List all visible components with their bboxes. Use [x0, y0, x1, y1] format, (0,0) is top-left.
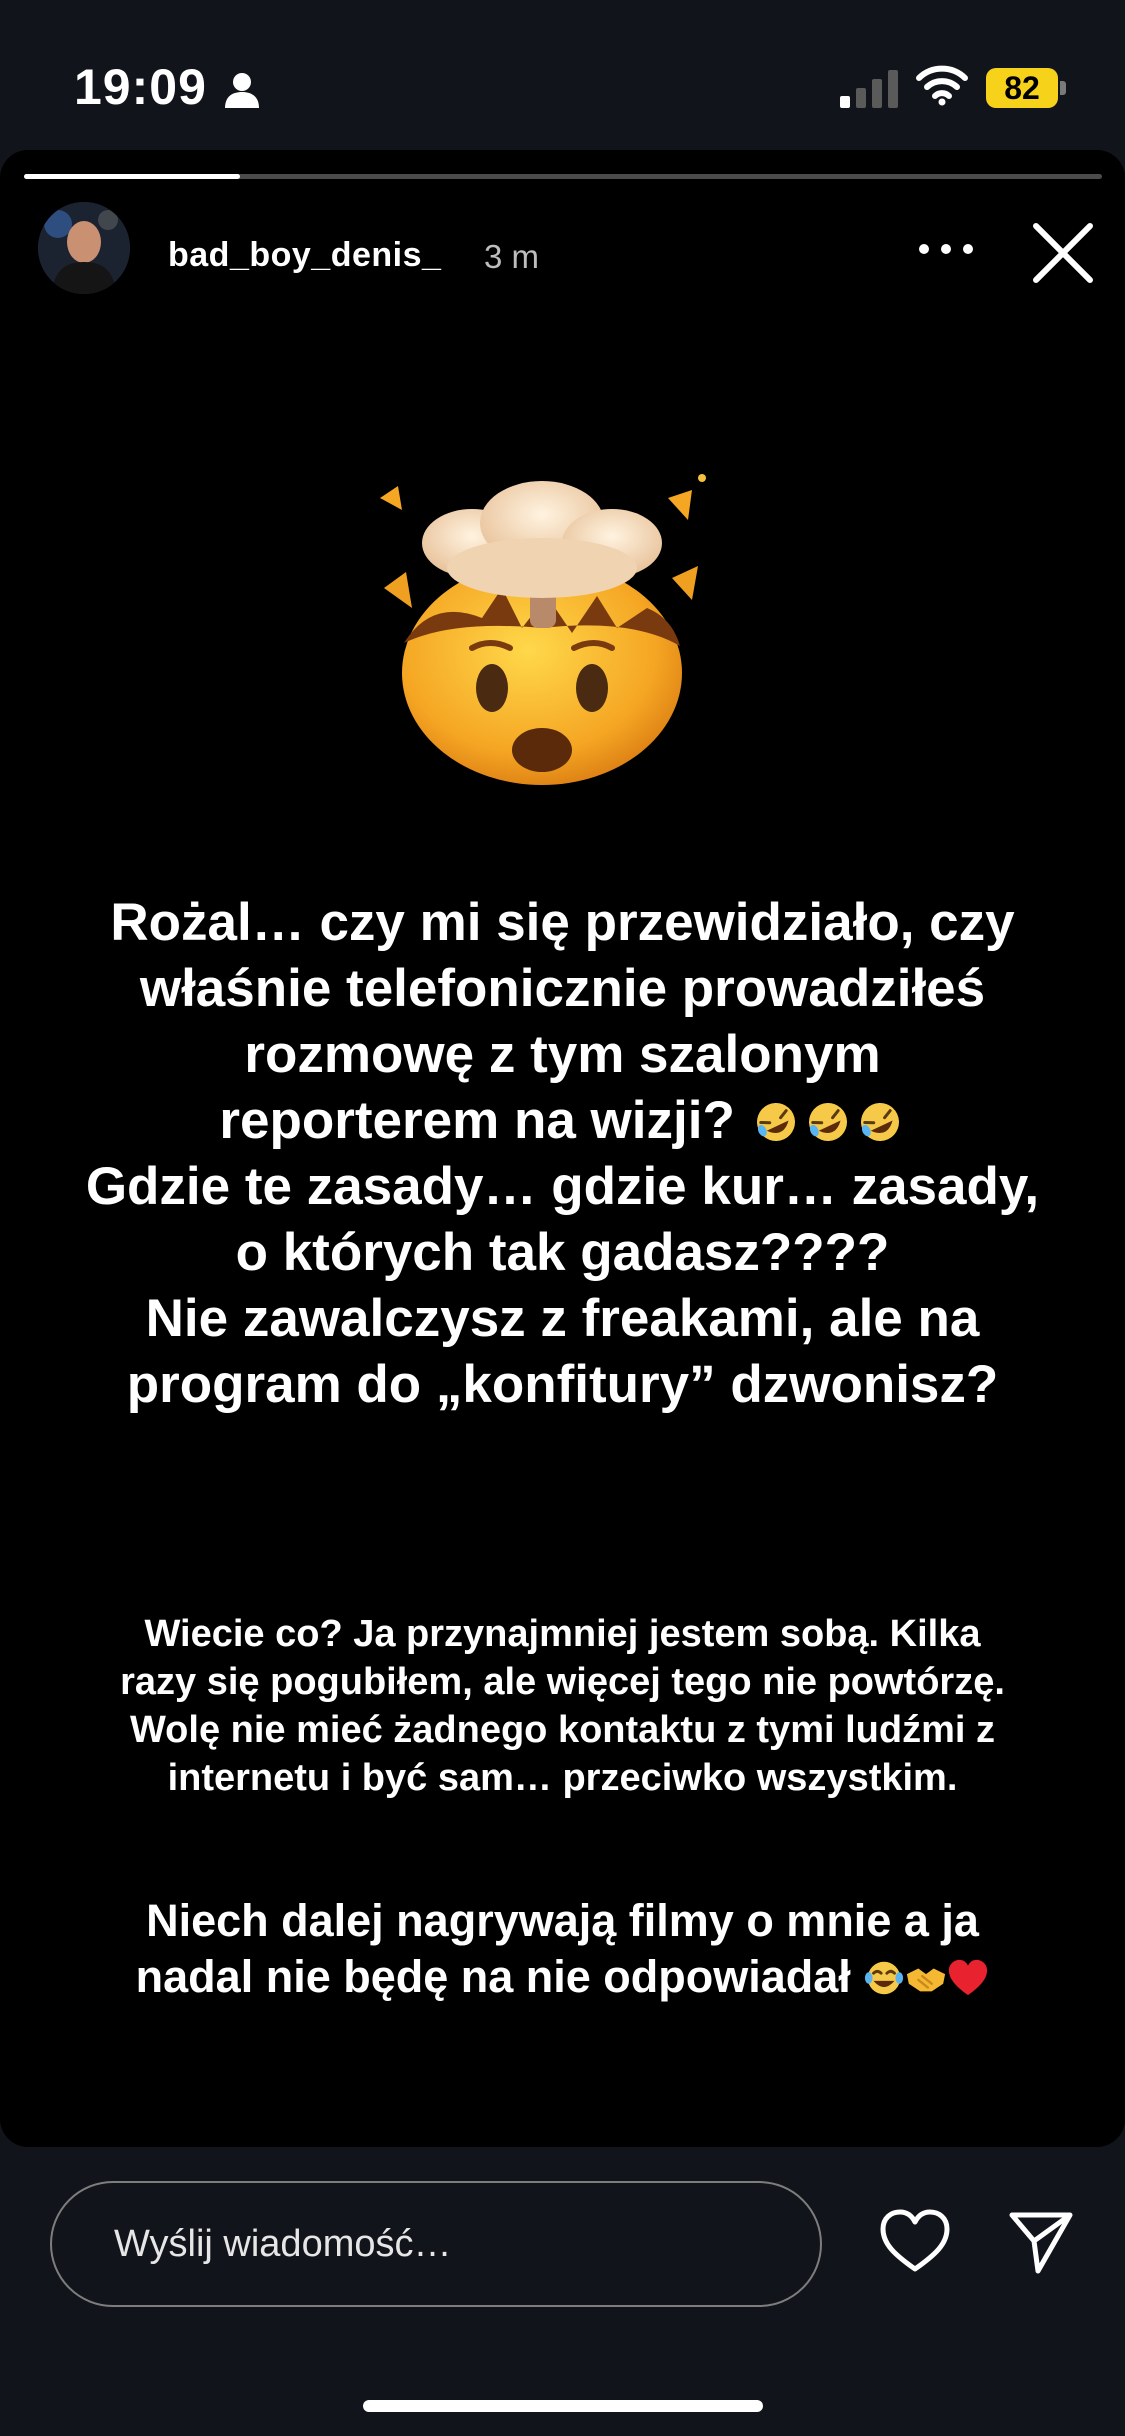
text-line-with-emojis: [40, 1949, 1085, 2005]
story-username[interactable]: bad_boy_denis_: [168, 236, 442, 274]
text-line: o których tak gadasz????: [235, 1223, 890, 1282]
text-line: rozmowę z tym szalonym: [244, 1025, 881, 1084]
status-time: 19:09: [74, 59, 207, 115]
text-line: Niech dalej nagrywają filmy o mnie a ja: [146, 1895, 979, 1946]
text-line: internetu i być sam… przeciwko wszystkim.: [167, 1757, 958, 1799]
close-icon[interactable]: [1030, 220, 1096, 286]
text-line: Wiecie co? Ja przynajmniej jestem sobą. Kilka: [144, 1613, 981, 1655]
message-input[interactable]: Wyślij wiadomość…: [50, 2181, 822, 2307]
text-line: Rożal… czy mi się przewidziało, czy: [110, 893, 1015, 952]
home-indicator: [363, 2400, 763, 2412]
avatar[interactable]: [38, 202, 130, 294]
story-secondary-text: [40, 1610, 1085, 1802]
text-line: reporterem na wizji?: [219, 1091, 735, 1150]
bottom-bar: [0, 2147, 1125, 2436]
wifi-icon: [916, 64, 968, 106]
handshake-emoji: [905, 1958, 947, 1998]
text-line-with-emojis: [40, 1088, 1085, 1154]
tears-of-joy-emoji: [863, 1958, 905, 1998]
text-line: nadal nie będę na nie odpowiadał: [135, 1951, 851, 2002]
text-line: razy się pogubiłem, ale więcej tego nie powtórzę.: [120, 1661, 1005, 1703]
text-line: program do „konfitury” dzwonisz?: [126, 1355, 999, 1414]
story-main-text: [40, 890, 1085, 1418]
text-line: Gdzie te zasady… gdzie kur… zasady,: [85, 1157, 1040, 1216]
exploding-head-emoji: [372, 468, 712, 788]
heart-icon[interactable]: [878, 2207, 952, 2275]
story-viewer[interactable]: [0, 150, 1125, 2147]
battery-icon: [986, 68, 1066, 108]
story-progress-bar: [24, 174, 1102, 179]
person-icon: [222, 70, 262, 110]
story-closing-text: [40, 1893, 1085, 2005]
red-heart-emoji: [947, 1958, 989, 1998]
status-bar: [0, 0, 1125, 150]
text-line: Wolę nie mieć żadnego kontaktu z tymi ludźmi z: [130, 1709, 995, 1751]
story-time-ago: 3 m: [484, 238, 540, 275]
battery-level: 82: [986, 68, 1058, 108]
battery-tip: [1060, 81, 1066, 95]
rolling-on-floor-laughing-emoji: [750, 1100, 802, 1144]
rolling-on-floor-laughing-emoji: [802, 1100, 854, 1144]
avatar-image: [38, 202, 130, 294]
more-horizontal-icon[interactable]: [916, 234, 976, 264]
text-line: właśnie telefonicznie prowadziłeś: [139, 959, 986, 1018]
text-line: Nie zawalczysz z freakami, ale na: [145, 1289, 980, 1348]
signal-icon: [838, 68, 900, 108]
rolling-on-floor-laughing-emoji: [854, 1100, 906, 1144]
send-icon[interactable]: [1006, 2207, 1076, 2277]
story-progress-fill: [24, 174, 240, 179]
